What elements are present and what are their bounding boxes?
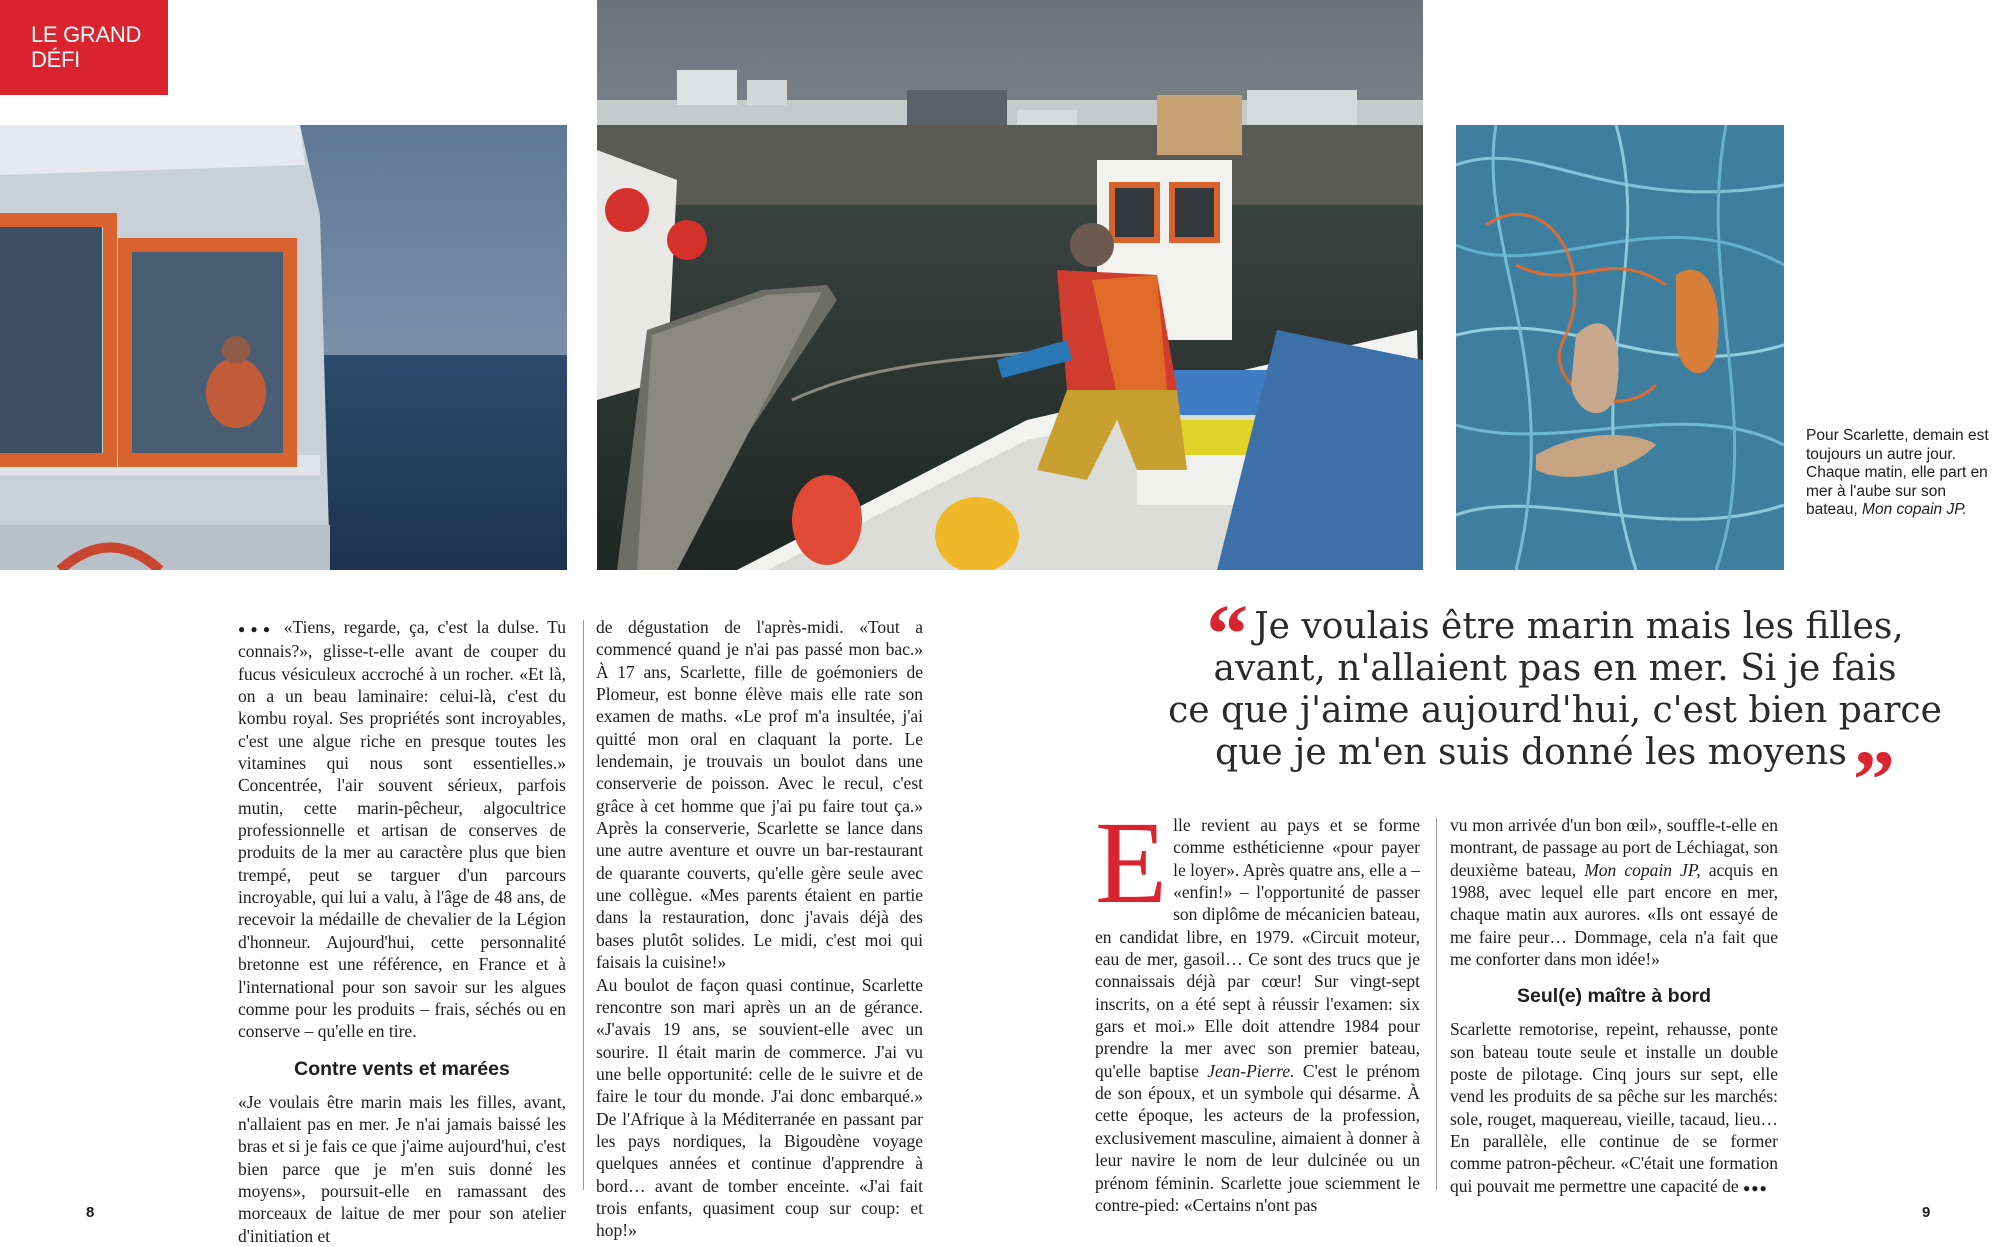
pull-quote-line: avant, n'allaient pas en mer. Si je fais [1213,648,1897,689]
pull-quote-line: ce que j'aime aujourd'hui, c'est bien parce [1168,690,1942,731]
open-quote-icon: “ [1206,588,1249,681]
page-number-right: 9 [1922,1204,1931,1221]
article-paragraph: «Je voulais être marin mais les filles, avant, n'allaient pas en mer. Je n'ai jamais baissé les bras et si je fais ce que j'aime aujourd'hui, c'est bien parce que je m'en suis donné les moyens», poursuit-elle en ramassant des morceaux de laitue de mer pour son atelier d'initiation et [238,1091,566,1246]
pull-quote-line: “ Je voulais être marin mais les filles, [1206,588,1904,681]
section-tag [0,0,168,95]
continuation-bullets-icon: ●●● [1743,1180,1768,1195]
caption-text: Pour Scarlette, demain est toujours un autre jour. Chaque matin, elle part en mer à l'aube sur son bateau, [1806,427,1989,518]
article-paragraph: vu mon arrivée d'un bon œil», souffle-t-elle en montrant, de passage au port de Léchiagat, son deuxième bateau, Mon copain JP, acquis en 1988, avec lequel elle part encore en mer, chaque matin aux aurores. «Ils ont essayé de me faire peur… Dommage, cela n'a fait que me conforter dans mon idée!» [1450,815,1779,970]
photo-fishing-nets [1456,125,1784,570]
article-paragraph: «Tiens, regarde, ça, c'est la dulse. Tu connais?», glisse-t-elle avant de couper du fucus vésiculeux accroché à un rocher. «Et là, on a un beau laminaire: celui-là, c'est du kombu royal. Ses propriétés sont incroyables, c'est une algue riche en presque toutes les vitamines qui nous sont essentielles.» Concentrée, l'air souvent sérieux, parfois mutin, cette marin-pêcheur, algocultrice professionnelle et artisan de conserves de produits de la mer au caractère plus que bien trempé, peut se targuer d'un parcours incroyable, qui lui a valu, à l'âge de 48 ans, de recevoir la médaille de chevalier de la Légion d'honneur. Aujourd'hui, cette personnalité bretonne est une référence, en France et à l'international pour son savoir sur les algues comme pour les produits – frais, séchés ou en conserve – qu'elle en tire. [238,617,566,1042]
pull-quote-line: que je m'en suis donné les moyens” [1215,732,1895,827]
article-paragraph: Elle revient au pays et se forme comme esthéticienne «pour payer le loyer». Après quatre ans, elle a – «enfin!» – l'opportunité de passer son diplôme de mécanicien bateau, en candidat libre, en 1979. «Circuit moteur, eau de mer, gasoil… Ce sont des trucs que je connaissais déjà par cœur! Sur vingt-sept inscrits, on a été sept à réussir l'examen: six gars et moi.» Elle doit attendre 1984 pour prendre la mer avec son premier bateau, qu'elle baptise Jean-Pierre. C'est le prénom de son époux, et un symbole qui désarme. À cette époque, les acteurs de la profession, exclusivement masculine, aimaient à donner à leur navire le nom de leur dulcinée ou un prénom féminin. Scarlette joue sciemment le contre-pied: «Certains n'ont pas [1095,797,1421,1215]
column-rule [583,620,584,1190]
subhead-contre-vents: Contre vents et marées [294,1057,510,1080]
photo-fisherman-port [597,0,1423,570]
page-number-left: 8 [86,1204,95,1221]
drop-cap: E [1095,797,1168,928]
photo-caption [1806,427,1996,520]
close-quote-icon: ” [1852,734,1895,827]
boat-name-mon-copain-jp: Mon copain JP, [1584,859,1701,880]
photo-boat-cabin [0,125,567,570]
article-column-4 [1450,814,1778,1199]
article-column-2 [596,616,923,1242]
article-paragraph: de dégustation de l'après-midi. «Tout a commencé quand je n'ai pas passé mon bac.» À 17 ans, Scarlette, fille de goémoniers de Plomeur, est bonne élève mais elle rate son examen de maths. «Le prof m'a insultée, j'ai quitté mon oral en claquant la porte. Le lendemain, je trouvais un boulot dans une conserverie de poisson. Avec le recul, c'est grâce à cet homme que j'ai pu faire tout ça.» Après la conserverie, Scarlette se lance dans une autre aventure et ouvre un bar-restaurant de quarante couverts, qu'elle gère seule avec une collègue. «Mes parents étaient en partie dans la restauration, donc j'avais déjà des bases plutôt solides. Le midi, c'est moi qui faisais la cuisine!» [596,617,923,973]
subhead-seul-maitre: Seul(e) maître à bord [1517,985,1711,1008]
boat-name-jean-pierre: Jean-Pierre. [1207,1060,1295,1081]
pull-quote [1095,588,2000,827]
article-intro [238,616,566,1043]
section-tag-line2: DÉFI [31,47,80,72]
article-paragraph: Scarlette remotorise, repeint, rehausse, ponte son bateau toute seule et installe un double poste de pilotage. Cinq jours sur sept, elle vend les produits de sa pêche sur les marchés: sole, rouget, maquereau, vieille, tacaud, lieu… En parallèle, elle continue de se former comme patron-pêcheur. «C'était une formation qui pouvait me permettre une capacité de ●●● [1450,1019,1778,1196]
article-column-3 [1095,797,1421,1216]
article-paragraph: Au boulot de façon quasi continue, Scarlette rencontre son mari après un an de gérance. «J'avais 19 ans, se souvient-elle avec un sourire. Il était marin de commerce. J'ai vu une belle opportunité: celle de le suivre et de faire le tour du monde. J'ai donc embarqué.» De l'Afrique à la Méditerranée en passant par les pays nordiques, la Bigoudène voyage quelques années et continue d'apprendre à bord… avant de tomber enceinte. «J'ai fait trois enfants, quasiment coup sur coup: et hop!» [596,974,923,1241]
continuation-bullets-icon: ●●● [238,622,276,636]
caption-boat-name: Mon copain JP. [1862,501,1967,518]
column-rule [1436,818,1437,1190]
article-column-1 [238,616,566,1247]
section-tag-line1: LE GRAND [31,22,142,47]
